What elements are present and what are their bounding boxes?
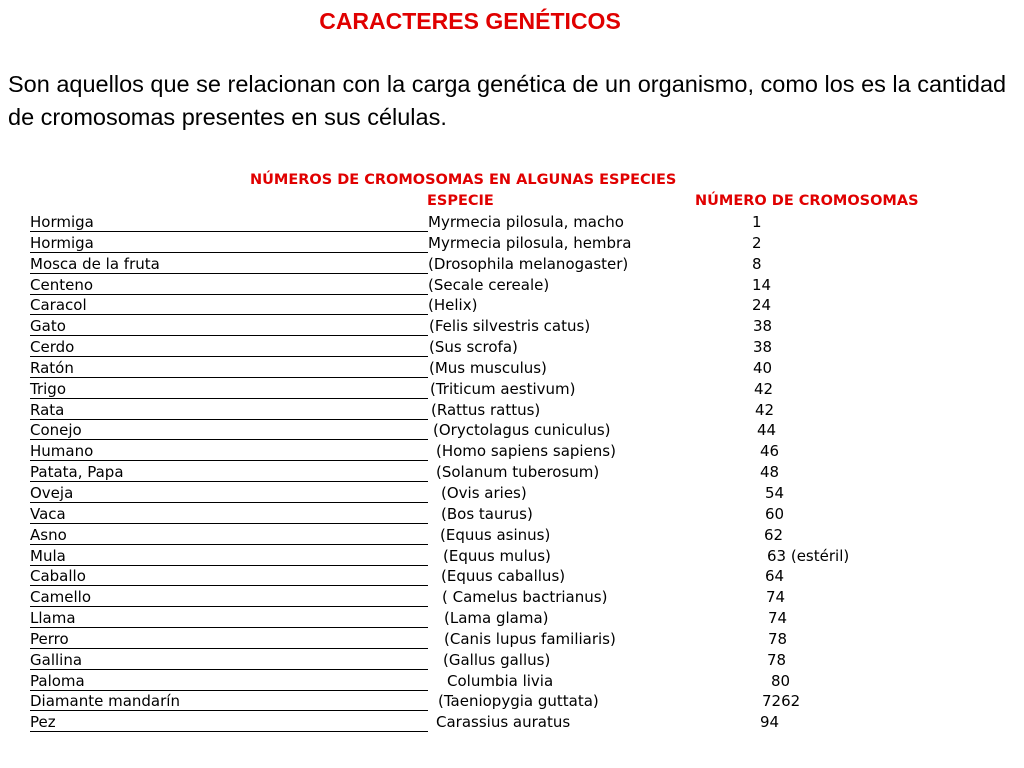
- common-name: Camello: [30, 588, 428, 607]
- common-name: Diamante mandarín: [30, 692, 428, 711]
- chromosome-count: 54: [765, 483, 785, 502]
- chromosome-count: 46: [760, 442, 780, 461]
- species-name: (Equus caballus): [441, 567, 566, 586]
- species-name: (Taeniopygia guttata): [438, 692, 599, 711]
- chromosome-count: 64: [765, 567, 785, 586]
- common-name: Humano: [30, 442, 428, 461]
- chromosome-count: 74: [768, 609, 788, 628]
- common-name: Patata, Papa: [30, 463, 428, 482]
- species-name: (Canis lupus familiaris): [444, 629, 616, 648]
- chromosome-count: 14: [752, 275, 772, 294]
- common-name: Oveja: [30, 484, 428, 503]
- species-name: Myrmecia pilosula, macho: [428, 213, 624, 231]
- species-name: (Equus mulus): [443, 546, 551, 565]
- intro-paragraph: Son aquellos que se relacionan con la carga genética de un organismo, como los es la cantidad de cromosomas presentes en sus células.: [8, 71, 1007, 130]
- common-name: Mosca de la fruta: [30, 255, 428, 274]
- table-row: [30, 587, 830, 608]
- column-header-chromosomes: NÚMERO DE CROMOSOMAS: [695, 193, 919, 209]
- chromosome-count: 40: [753, 358, 773, 377]
- species-name: Columbia livia: [447, 671, 554, 690]
- chromosome-count: 2: [752, 233, 762, 252]
- common-name: Cerdo: [30, 338, 428, 357]
- table-row: [30, 671, 830, 692]
- table-row: [30, 254, 830, 275]
- common-name: Conejo: [30, 421, 428, 440]
- species-name: (Homo sapiens sapiens): [436, 442, 616, 461]
- species-name: (Drosophila melanogaster): [428, 254, 629, 273]
- species-name: Myrmecia pilosula, hembra: [428, 233, 632, 252]
- chromosome-count: 8: [752, 254, 762, 273]
- common-name: Ratón: [30, 359, 428, 378]
- table-row: [30, 629, 830, 650]
- table-row: [30, 712, 830, 733]
- table-row: [30, 358, 830, 379]
- table-title: NÚMEROS DE CROMOSOMAS EN ALGUNAS ESPECIES: [250, 172, 677, 188]
- species-name: (Sus scrofa): [429, 338, 518, 357]
- table-row: [30, 337, 830, 358]
- table-row: [30, 316, 830, 337]
- table-row: [30, 295, 830, 316]
- species-name: (Felis silvestris catus): [429, 317, 591, 336]
- table-row: [30, 212, 830, 233]
- chromosome-count: 94: [760, 713, 780, 732]
- common-name: Mula: [30, 547, 428, 566]
- chromosome-count: 1: [752, 213, 762, 231]
- chromosome-table: [30, 212, 850, 733]
- chromosome-count: 62: [764, 525, 784, 544]
- common-name: Asno: [30, 526, 428, 545]
- chromosome-count: 78: [767, 650, 787, 669]
- common-name: Paloma: [30, 672, 428, 691]
- species-name: (Bos taurus): [441, 504, 533, 523]
- species-name: (Gallus gallus): [443, 650, 551, 669]
- common-name: Trigo: [30, 380, 428, 399]
- table-row: [30, 691, 830, 712]
- species-name: (Rattus rattus): [431, 400, 541, 419]
- slide-title: CARACTERES GENÉTICOS: [319, 8, 621, 34]
- chromosome-count: 38: [753, 338, 773, 357]
- species-name: (Helix): [428, 296, 478, 315]
- chromosome-count: 42: [755, 400, 775, 419]
- species-name: Carassius auratus: [436, 713, 571, 732]
- species-name: (Secale cereale): [428, 275, 550, 294]
- species-name: (Ovis aries): [441, 483, 527, 502]
- table-row: [30, 462, 830, 483]
- table-row: [30, 608, 830, 629]
- species-name: (Oryctolagus cuniculus): [433, 421, 611, 440]
- table-row: [30, 420, 830, 441]
- table-row: [30, 566, 830, 587]
- table-row: [30, 400, 830, 421]
- chromosome-count: 74: [766, 588, 786, 607]
- common-name: Caracol: [30, 296, 428, 315]
- table-row: [30, 525, 830, 546]
- table-row: [30, 441, 830, 462]
- species-name: ( Camelus bactrianus): [442, 588, 608, 607]
- table-row: [30, 233, 830, 254]
- chromosome-count: 78: [768, 629, 788, 648]
- chromosome-count: 80: [771, 671, 791, 690]
- common-name: Gallina: [30, 651, 428, 670]
- species-name: (Equus asinus): [440, 525, 551, 544]
- common-name: Pez: [30, 713, 428, 732]
- chromosome-count: 24: [752, 296, 772, 315]
- chromosome-count: 63 (estéril): [767, 546, 850, 565]
- table-row: [30, 650, 830, 671]
- column-header-species: ESPECIE: [427, 193, 494, 209]
- table-row: [30, 275, 830, 296]
- table-row: [30, 379, 830, 400]
- common-name: Gato: [30, 317, 428, 336]
- table-row: [30, 483, 830, 504]
- common-name: Rata: [30, 401, 428, 420]
- common-name: Llama: [30, 609, 428, 628]
- species-name: (Mus musculus): [429, 358, 547, 377]
- common-name: Centeno: [30, 276, 428, 295]
- chromosome-count: 42: [754, 379, 774, 398]
- common-name: Caballo: [30, 567, 428, 586]
- common-name: Vaca: [30, 505, 428, 524]
- table-row: [30, 504, 830, 525]
- chromosome-count: 7262: [762, 692, 801, 711]
- species-name: (Solanum tuberosum): [436, 463, 600, 482]
- table-row: [30, 546, 850, 567]
- chromosome-count: 44: [757, 421, 777, 440]
- species-name: (Triticum aestivum): [430, 379, 576, 398]
- common-name: Perro: [30, 630, 428, 649]
- common-name: Hormiga: [30, 234, 428, 253]
- species-name: (Lama glama): [444, 609, 549, 628]
- chromosome-count: 60: [765, 504, 785, 523]
- chromosome-count: 38: [753, 317, 773, 336]
- chromosome-count: 48: [760, 463, 780, 482]
- common-name: Hormiga: [30, 213, 428, 232]
